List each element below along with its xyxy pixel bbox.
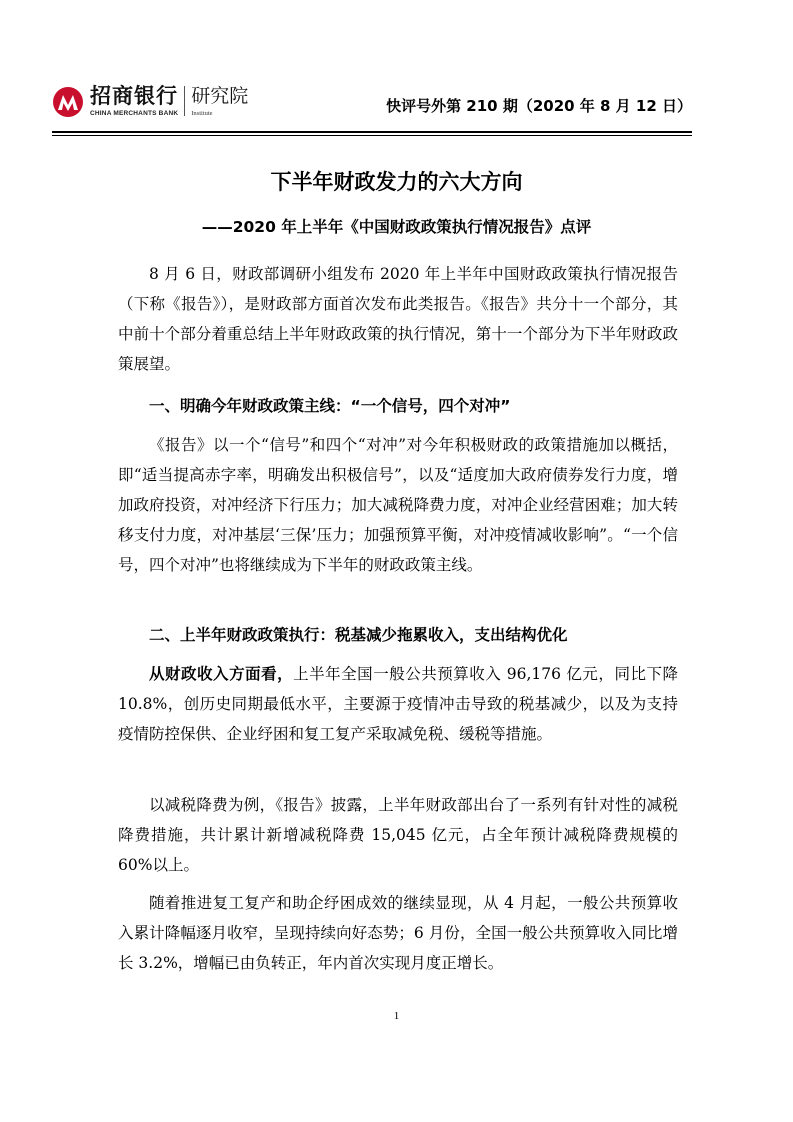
- page-number: 1: [393, 1010, 400, 1022]
- body-paragraph: 以减税降费为例，《报告》披露，上半年财政部出台了一系列有针对性的减税降费措施，共计累计新增减税降费 15,045 亿元，占全年预计减税降费规模的 60%以上。: [118, 796, 678, 874]
- body-paragraph: 随着推进复工复产和助企纾困成效的继续显现，从 4 月起，一般公共预算收入累计降幅逐月收窄，呈现持续向好态势；6 月份，全国一般公共预算收入同比增长 3.2%，增幅已由负转正，年内首次实现月度正增长。: [118, 894, 678, 972]
- report-title: 下半年财政发力的六大方向: [270, 170, 523, 194]
- section-heading: 一、明确今年财政政策主线：“一个信号，四个对冲”: [149, 397, 511, 415]
- institute-name-en: Institute: [191, 110, 213, 117]
- section-heading: 二、上半年财政政策执行：税基减少拖累收入，支出结构优化: [149, 626, 568, 644]
- body-paragraph-3-block: [118, 659, 678, 749]
- section-heading-2-block: [118, 623, 678, 647]
- paragraph-text: 上半年全国一般公共预算收入 96,176 亿元，同比下降 10.8%，创历史同期最低水平，主要源于疫情冲击导致的税基减少，以及为支持疫情防控保供、企业纾困和复工复产采取减免税、缓税等措施。: [118, 665, 678, 743]
- body-paragraph: [118, 659, 678, 749]
- issue-info: 快评号外第 210 期（2020 年 8 月 12 日）: [386, 97, 692, 115]
- bank-name-cn: 招商银行: [90, 84, 178, 108]
- report-subtitle: ——2020 年上半年《中国财政政策执行情况报告》点评: [201, 218, 592, 236]
- cmb-logo: [52, 84, 248, 128]
- institute-name-cn: 研究院: [191, 85, 249, 107]
- body-paragraph-5-block: [118, 888, 678, 978]
- paragraph-lead: 从财政收入方面看，: [149, 665, 294, 683]
- header-rule-thick: [52, 131, 692, 133]
- bank-name-en: CHINA MERCHANTS BANK: [90, 110, 179, 117]
- report-header: [52, 84, 692, 128]
- body-paragraph-2-block: [118, 430, 678, 580]
- body-paragraph-4-block: [118, 790, 678, 880]
- body-paragraph: 《报告》以一个“信号”和四个“对冲”对今年积极财政的政策措施加以概括，即“适当提高赤字率，明确发出积极信号”，以及“适度加大政府债券发行力度，增加政府投资，对冲经济下行压力；加大减税降费力度，对冲企业经营困难；加大转移支付力度，对冲基层‘三保’压力；加强预算平衡，对冲疫情减收影响”。“一个信号，四个对冲”也将继续成为下半年的财政政策主线。: [118, 436, 678, 574]
- body-paragraph: 8 月 6 日，财政部调研小组发布 2020 年上半年中国财政政策执行情况报告（下称《报告》），是财政部方面首次发布此类报告。《报告》共分十一个部分，其中前十个部分着重总结上半年财政政策的执行情况，第十一个部分为下半年财政政策展望。: [118, 265, 678, 373]
- section-heading-1-block: [118, 394, 678, 418]
- body-paragraph-1-block: [118, 259, 678, 379]
- logo-divider: [184, 86, 185, 116]
- cmb-logo-icon: [52, 86, 84, 118]
- header-rule-thin: [52, 135, 692, 136]
